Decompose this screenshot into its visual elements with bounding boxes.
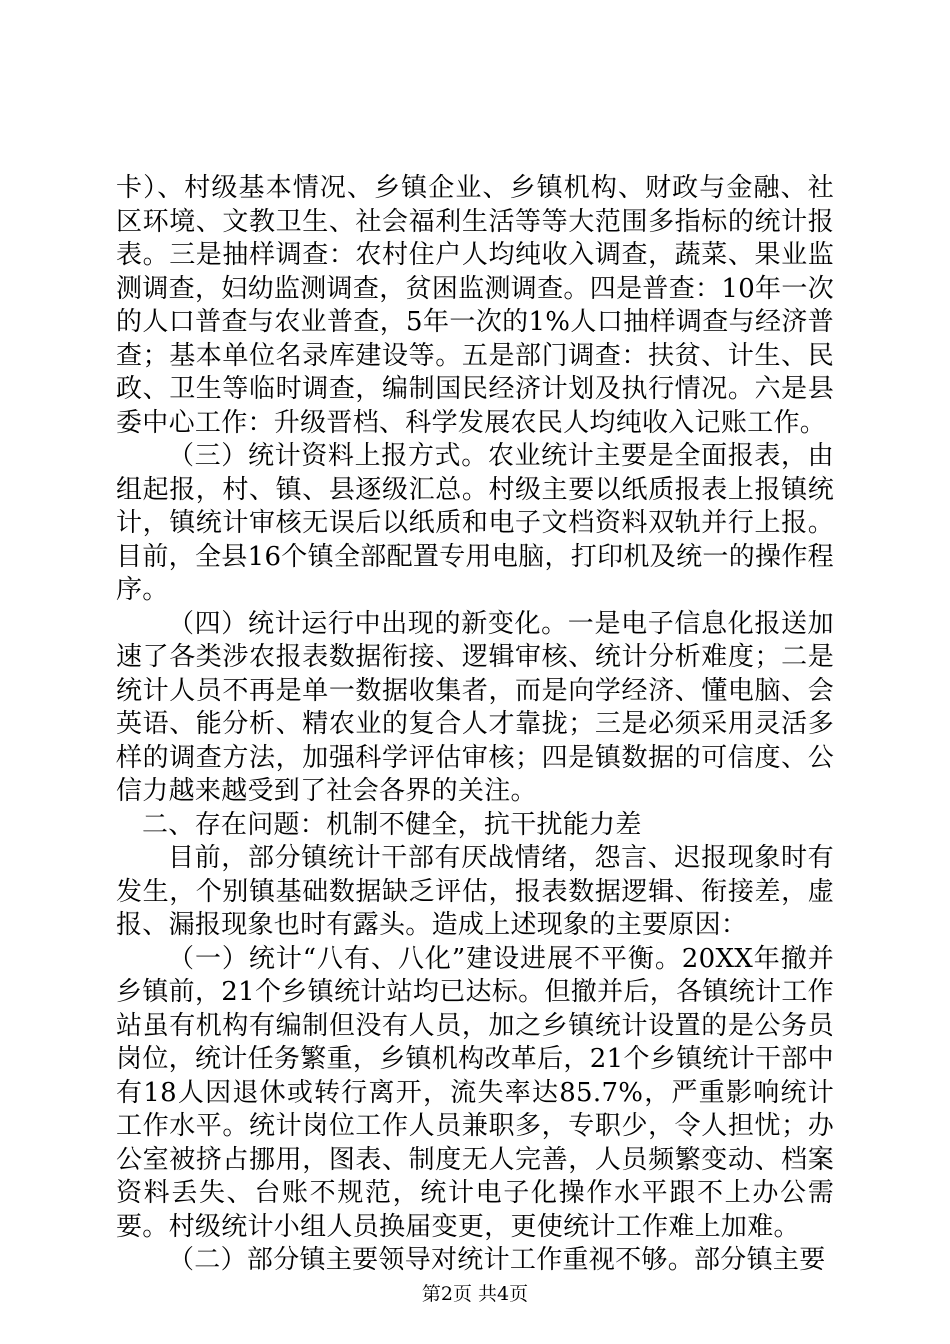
section-heading-problems: 二、存在问题：机制不健全，抗干扰能力差 [142, 809, 642, 840]
paragraph-problem-1: （一）统计“八有、八化”建设进展不平衡。20XX年撤并乡镇前，21个乡镇统计站均已达标。但撤并后，各镇统计工作站虽有机构有编制但没有人员，加之乡镇统计设置的是公务员岗位，统计任务繁重，乡镇机构改革后，21个乡镇统计干部中有18人因退休或转行离开，流失率达85.7%，严重影响统计工作水平。统计岗位工作人员兼职多，专职少，令人担忧；办公室被挤占挪用，图表、制度无人完善，人员频繁变动、档案资料丢失、台账不规范，统计电子化操作水平跟不上办公需要。村级统计小组人员换届变更，更使统计工作难上加难。 [116, 943, 834, 1242]
document-body [116, 172, 834, 1278]
paragraph-problem-2: （二）部分镇主要领导对统计工作重视不够。部分镇主要 [168, 1245, 826, 1275]
paragraph-continuation: 卡）、村级基本情况、乡镇企业、乡镇机构、财政与金融、社区环境、文教卫生、社会福利生活等等大范围多指标的统计报表。三是抽样调查：农村住户人均纯收入调查，蔬菜、果业监测调查，妇幼监测调查，贫困监测调查。四是普查：10年一次的人口普查与农业普查，5年一次的1%人口抽样调查与经济普查；基本单位名录库建设等。五是部门调查：扶贫、计生、民政、卫生等临时调查，编制国民经济计划及执行情况。六是县委中心工作：升级晋档、科学发展农民人均纯收入记账工作。 [116, 173, 835, 438]
page-footer [0, 1282, 950, 1306]
paragraph-section-4: （四）统计运行中出现的新变化。一是电子信息化报送加速了各类涉农报表数据衔接、逻辑审核、统计分析难度；二是统计人员不再是单一数据收集者，而是向学经济、懂电脑、会英语、能分析、精农业的复合人才靠拢；三是必须采用灵活多样的调查方法，加强科学评估审核；四是镇数据的可信度、公信力越来越受到了社会各界的关注。 [116, 608, 834, 806]
paragraph-section-3: （三）统计资料上报方式。农业统计主要是全面报表，由组起报，村、镇、县逐级汇总。村级主要以纸质报表上报镇统计，镇统计审核无误后以纸质和电子文档资料双轨并行上报。目前，全县16个镇全部配置专用电脑，打印机及统一的操作程序。 [116, 441, 834, 605]
page-number-label: 第2页 共4页 [421, 1283, 529, 1305]
paragraph-problems-intro: 目前，部分镇统计干部有厌战情绪，怨言、迟报现象时有发生，个别镇基础数据缺乏评估，报表数据逻辑、衔接差，虚报、漏报现象也时有露头。造成上述现象的主要原因： [116, 843, 834, 940]
